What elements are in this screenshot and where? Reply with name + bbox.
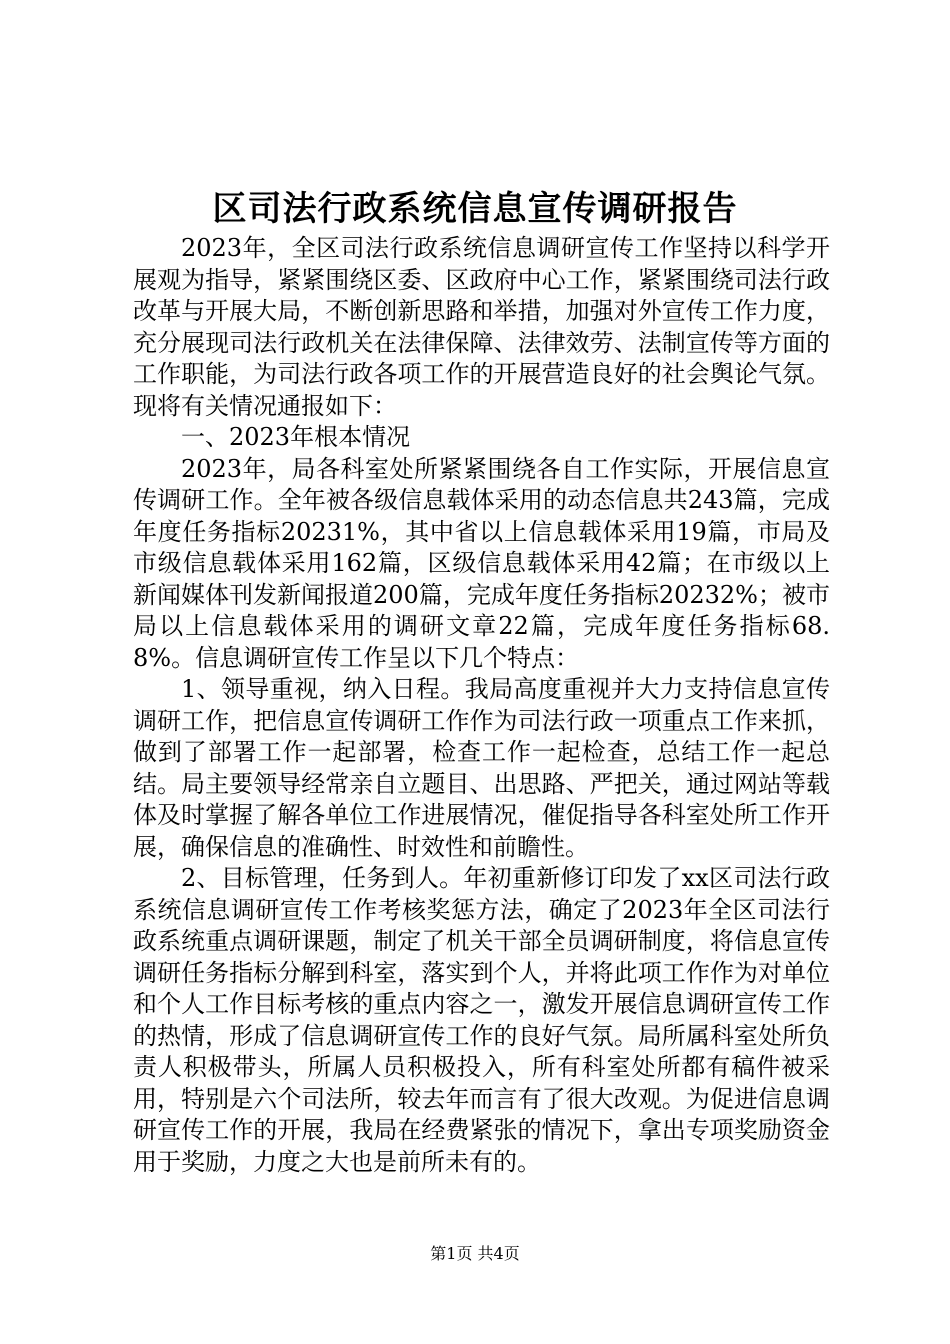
- paragraph-target-management: 2、目标管理，任务到人。年初重新修订印发了xx区司法行政系统信息调研宣传工作考核奖惩方法，确定了2023年全区司法行政系统重点调研课题，制定了机关干部全员调研制度，将信息宣传调研任务指标分解到科室，落实到个人，并将此项工作作为对单位和个人工作目标考核的重点内容之一，激发开展信息调研宣传工作的热情，形成了信息调研宣传工作的良好气氛。局所属科室处所负责人积极带头，所属人员积极投入，所有科室处所都有稿件被采用，特别是六个司法所，较去年而言有了很大改观。为促进信息调研宣传工作的开展，我局在经费紧张的情况下，拿出专项奖励资金用于奖励，力度之大也是前所未有的。: [133, 864, 830, 1176]
- document-title: 区司法行政系统信息宣传调研报告: [212, 189, 738, 229]
- document-body: [133, 233, 830, 1178]
- paragraph-intro: 2023年，全区司法行政系统信息调研宣传工作坚持以科学开展观为指导，紧紧围绕区委、区政府中心工作，紧紧围绕司法行政改革与开展大局，不断创新思路和举措，加强对外宣传工作力度，充分展现司法行政机关在法律保障、法律效劳、法制宣传等方面的工作职能，为司法行政各项工作的开展营造良好的社会舆论气氛。现将有关情况通报如下：: [133, 234, 830, 420]
- section-heading-basic-situation: 一、2023年根本情况: [181, 423, 411, 451]
- page-number: 第1页 共4页: [430, 1244, 520, 1263]
- paragraph-statistics: 2023年，局各科室处所紧紧围绕各自工作实际，开展信息宣传调研工作。全年被各级信息载体采用的动态信息共243篇，完成年度任务指标20231%，其中省以上信息载体采用19篇，市局及市级信息载体采用162篇，区级信息载体采用42篇；在市级以上新闻媒体刊发新闻报道200篇，完成年度任务指标20232%；被市局以上信息载体采用的调研文章22篇，完成年度任务指标68.8%。信息调研宣传工作呈以下几个特点：: [133, 454, 830, 672]
- paragraph-leadership: 1、领导重视，纳入日程。我局高度重视并大力支持信息宣传调研工作，把信息宣传调研工作作为司法行政一项重点工作来抓，做到了部署工作一起部署，检查工作一起检查，总结工作一起总结。局主要领导经常亲自立题目、出思路、严把关，通过网站等载体及时掌握了解各单位工作进展情况，催促指导各科室处所工作开展，确保信息的准确性、时效性和前瞻性。: [133, 675, 830, 861]
